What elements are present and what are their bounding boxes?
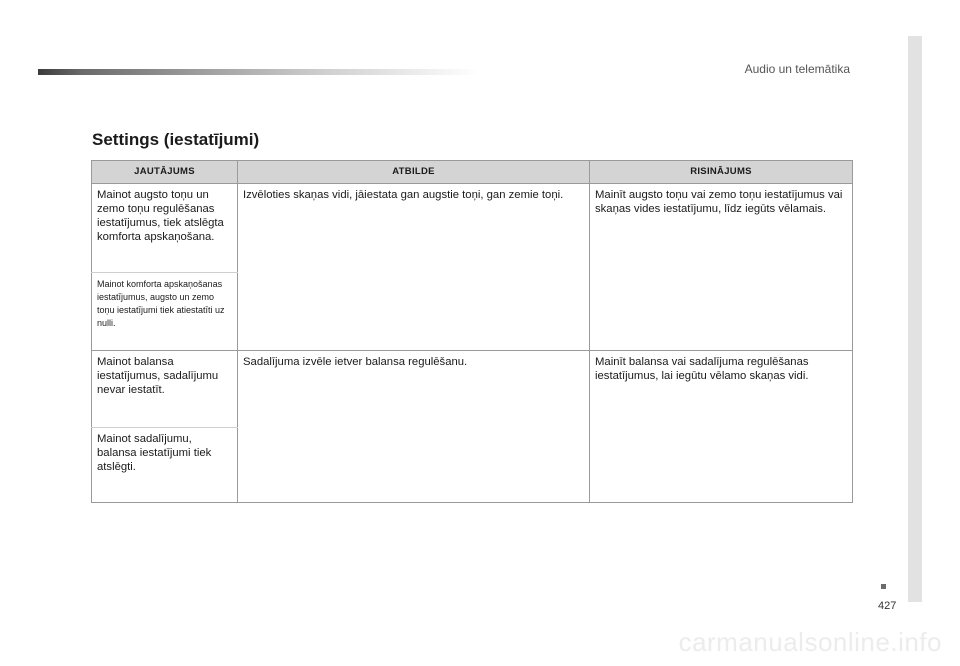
column-header-question: JAUTĀJUMS [92,161,238,184]
question-cell: Mainot augsto toņu un zemo toņu regulēšanas iestatījumus, tiek atslēgta komforta apskaņošana. [92,184,238,273]
page-marker [881,584,886,589]
question-cell: Mainot sadalījumu, balansa iestatījumi tiek atslēgti. [92,428,238,503]
page-number: 427 [878,600,897,612]
answer-cell: Izvēloties skaņas vidi, jāiestata gan augstie toņi, gan zemie toņi. [238,184,590,351]
question-cell: Mainot balansa iestatījumus, sadalījumu nevar iestatīt. [92,351,238,428]
table-row [92,351,853,428]
page-title: Settings (iestatījumi) [92,130,260,149]
solution-cell: Mainīt augsto toņu vai zemo toņu iestatījumus vai skaņas vides iestatījumu, līdz iegūts vēlamais. [590,184,853,351]
answer-cell: Sadalījuma izvēle ietver balansa regulēšanu. [238,351,590,503]
table-row [92,184,853,273]
question-cell: Mainot komforta apskaņošanas iestatījumus, augsto un zemo toņu iestatījumi tiek atiestatīti uz nulli. [92,273,238,351]
faq-table [91,160,853,503]
section-label: Audio un telemātika [744,62,850,76]
column-header-solution: RISINĀJUMS [590,161,853,184]
side-strip [908,36,922,602]
watermark: carmanualsonline.info [678,627,942,657]
header-gradient-bar [38,69,478,75]
column-header-answer: ATBILDE [238,161,590,184]
table-header-row [92,161,853,184]
solution-cell: Mainīt balansa vai sadalījuma regulēšanas iestatījumus, lai iegūtu vēlamo skaņas vidi. [590,351,853,503]
